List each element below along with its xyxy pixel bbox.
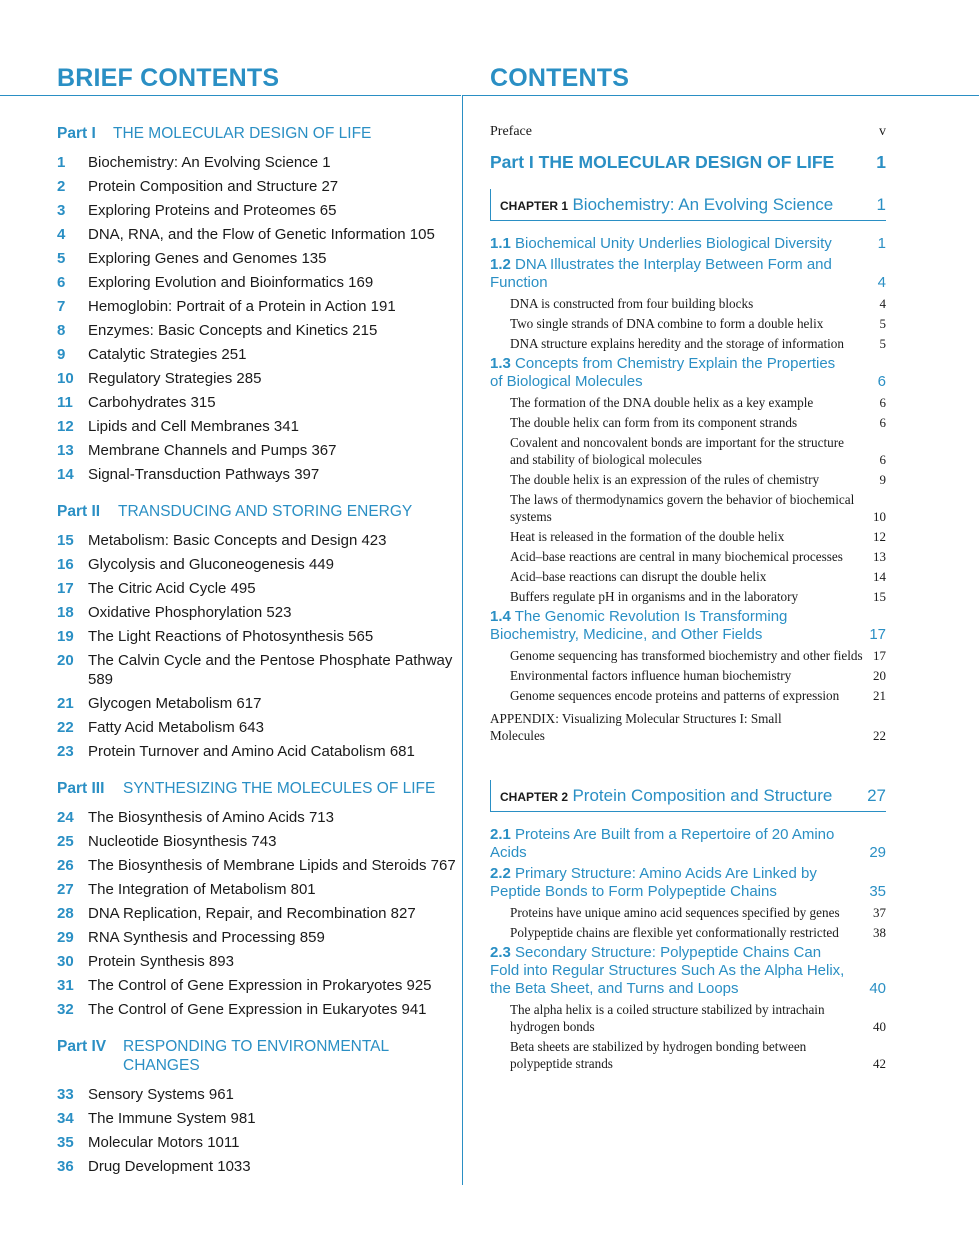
- contents-heading: CONTENTS: [490, 64, 630, 92]
- brief-chapter-entry[interactable]: [57, 880, 457, 899]
- brief-chapter-number: 8: [57, 322, 66, 339]
- brief-chapter-title: Sensory Systems 961: [88, 1086, 234, 1103]
- subsection-title: The formation of the DNA double helix as a key example: [510, 395, 814, 410]
- brief-chapter-title: The Immune System 981: [88, 1110, 256, 1127]
- brief-chapter-title: Protein Composition and Structure 27: [88, 178, 339, 195]
- brief-chapter-title: Membrane Channels and Pumps 367: [88, 442, 337, 459]
- section-title: DNA Illustrates the Interplay Between Form and Function: [490, 256, 832, 291]
- brief-chapter-entry[interactable]: [57, 177, 457, 196]
- brief-chapter-entry[interactable]: [57, 952, 457, 971]
- subsection-title: Environmental factors influence human biochemistry: [510, 668, 792, 683]
- section-heading: [490, 826, 850, 862]
- brief-chapter-number: 4: [57, 226, 66, 243]
- brief-chapter-number: 30: [57, 953, 74, 970]
- subsection-title: Polypeptide chains are flexible yet conformationally restricted: [510, 925, 839, 940]
- brief-chapter-entry[interactable]: [57, 1000, 457, 1019]
- brief-contents-list: [57, 124, 457, 1181]
- brief-chapter-number: 16: [57, 556, 74, 573]
- section-entry[interactable]: [490, 355, 886, 391]
- section-heading: [490, 256, 850, 292]
- subsection-entry[interactable]: [490, 588, 886, 605]
- brief-chapter-entry[interactable]: [57, 856, 457, 875]
- appendix-title: APPENDIX: Visualizing Molecular Structures I: Small Molecules: [490, 711, 782, 743]
- brief-chapter-entry[interactable]: [57, 651, 457, 689]
- chapter-heading-label: [500, 786, 832, 806]
- chapter-2-heading[interactable]: [490, 780, 886, 812]
- brief-chapter-entry[interactable]: [57, 465, 457, 484]
- section-title: Proteins Are Built from a Repertoire of 20 Amino Acids: [490, 826, 835, 861]
- brief-chapter-entry[interactable]: [57, 153, 457, 172]
- brief-chapter-title: Glycogen Metabolism 617: [88, 695, 262, 712]
- brief-chapter-number: 7: [57, 298, 66, 315]
- contents-part-heading: [490, 152, 886, 173]
- brief-chapter-title: Nucleotide Biosynthesis 743: [88, 833, 277, 850]
- brief-chapter-number: 36: [57, 1158, 74, 1175]
- subsection-entry[interactable]: [490, 687, 886, 704]
- chapter-title: Protein Composition and Structure: [572, 786, 833, 805]
- brief-chapter-entry[interactable]: [57, 345, 457, 364]
- brief-chapter-entry[interactable]: [57, 579, 457, 598]
- right-heading-rule: [463, 95, 979, 96]
- brief-part-title: SYNTHESIZING THE MOLECULES OF LIFE: [123, 780, 436, 797]
- subsection-title: The double helix can form from its component strands: [510, 415, 798, 430]
- brief-chapter-entry[interactable]: [57, 694, 457, 713]
- section-heading: [490, 608, 850, 644]
- brief-chapter-entry[interactable]: [57, 1109, 457, 1128]
- section-page: 1: [877, 235, 886, 252]
- brief-chapter-title: Enzymes: Basic Concepts and Kinetics 215: [88, 322, 378, 339]
- section-title: Concepts from Chemistry Explain the Properties of Biological Molecules: [490, 355, 836, 390]
- brief-chapter-title: The Integration of Metabolism 801: [88, 881, 316, 898]
- subsection-title: Acid–base reactions are central in many biochemical processes: [510, 549, 843, 564]
- subsection-title: The alpha helix is a coiled structure stabilized by intrachain hydrogen bonds: [510, 1002, 825, 1034]
- section-page: 6: [877, 373, 886, 390]
- contents-part-label: [490, 152, 834, 173]
- subsection-entry[interactable]: [490, 295, 886, 312]
- brief-chapter-number: 10: [57, 370, 74, 387]
- brief-chapter-title: Carbohydrates 315: [88, 394, 216, 411]
- brief-chapter-number: 18: [57, 604, 74, 621]
- part-gap: [57, 489, 457, 502]
- brief-part-heading: [57, 124, 457, 143]
- section-heading: [490, 865, 850, 901]
- subsection-title: DNA structure explains heredity and the storage of information: [510, 336, 844, 351]
- subsection-entry[interactable]: [490, 667, 886, 684]
- subsection-entry[interactable]: [490, 904, 886, 921]
- section-heading: [490, 355, 850, 391]
- brief-chapter-entry[interactable]: [57, 742, 457, 761]
- brief-chapter-title: Protein Turnover and Amino Acid Catabolism 681: [88, 743, 415, 760]
- section-entry[interactable]: [490, 235, 886, 253]
- brief-chapter-entry[interactable]: [57, 904, 457, 923]
- brief-chapter-entry[interactable]: [57, 393, 457, 412]
- subsection-page: 5: [879, 316, 886, 331]
- appendix-page: 22: [873, 728, 886, 743]
- brief-chapter-entry[interactable]: [57, 1133, 457, 1152]
- section-number: 1.1: [490, 235, 511, 252]
- part-gap: [57, 1024, 457, 1037]
- subsection-entry[interactable]: [490, 414, 886, 431]
- chapter-spacer: [490, 744, 886, 780]
- subsection-page: 12: [873, 529, 886, 544]
- section-number: 2.3: [490, 944, 511, 961]
- brief-chapter-title: The Citric Acid Cycle 495: [88, 580, 256, 597]
- chapter-page: 27: [867, 786, 886, 805]
- section-number: 2.1: [490, 826, 511, 843]
- subsection-page: 17: [873, 648, 886, 663]
- brief-chapter-number: 19: [57, 628, 74, 645]
- section-heading: [490, 235, 832, 253]
- brief-chapter-entry[interactable]: [57, 273, 457, 292]
- section-entry[interactable]: [490, 826, 886, 862]
- brief-chapter-number: 15: [57, 532, 74, 549]
- brief-chapter-title: Regulatory Strategies 285: [88, 370, 262, 387]
- chapter-1-heading[interactable]: [490, 189, 886, 221]
- section-title: Biochemical Unity Underlies Biological Diversity: [515, 235, 832, 252]
- brief-chapter-entry[interactable]: [57, 555, 457, 574]
- brief-chapter-number: 24: [57, 809, 74, 826]
- brief-chapter-title: The Biosynthesis of Amino Acids 713: [88, 809, 334, 826]
- left-heading-rule: [0, 95, 461, 96]
- brief-chapter-title: The Control of Gene Expression in Eukaryotes 941: [88, 1001, 427, 1018]
- brief-chapter-number: 1: [57, 154, 66, 171]
- part-gap: [57, 766, 457, 779]
- subsection-page: 38: [873, 925, 886, 940]
- brief-chapter-number: 17: [57, 580, 74, 597]
- subsection-page: 6: [879, 452, 886, 467]
- brief-chapter-entry[interactable]: [57, 832, 457, 851]
- brief-chapter-entry[interactable]: [57, 417, 457, 436]
- subsection-title: Buffers regulate pH in organisms and in the laboratory: [510, 589, 799, 604]
- brief-chapter-number: 35: [57, 1134, 74, 1151]
- subsection-entry[interactable]: [490, 548, 886, 565]
- brief-part-number: Part IV: [57, 1038, 107, 1055]
- brief-chapter-title: The Light Reactions of Photosynthesis 565: [88, 628, 374, 645]
- subsection-page: 13: [873, 549, 886, 564]
- brief-chapter-entry[interactable]: [57, 225, 457, 244]
- subsection-title: Covalent and noncovalent bonds are important for the structure and stability of biological molecules: [510, 435, 844, 467]
- brief-chapter-title: Biochemistry: An Evolving Science 1: [88, 154, 331, 171]
- preface-entry[interactable]: [490, 124, 886, 140]
- subsection-entry[interactable]: [490, 924, 886, 941]
- brief-chapter-number: 12: [57, 418, 74, 435]
- subsection-page: 20: [873, 668, 886, 683]
- brief-chapter-entry[interactable]: [57, 531, 457, 550]
- subsection-page: 6: [879, 415, 886, 430]
- brief-chapter-number: 5: [57, 250, 66, 267]
- brief-chapter-title: Signal-Transduction Pathways 397: [88, 466, 320, 483]
- brief-chapter-number: 20: [57, 652, 74, 669]
- subsection-entry[interactable]: [490, 1038, 886, 1072]
- brief-chapter-title: Protein Synthesis 893: [88, 953, 234, 970]
- subsection-page: 10: [873, 509, 886, 524]
- subsection-entry[interactable]: [490, 568, 886, 585]
- brief-chapter-number: 32: [57, 1001, 74, 1018]
- contents-part-number: Part I: [490, 152, 534, 172]
- section-page: 4: [877, 274, 886, 291]
- brief-chapter-number: 33: [57, 1086, 74, 1103]
- section-number: 1.4: [490, 608, 511, 625]
- brief-chapter-title: DNA Replication, Repair, and Recombination 827: [88, 905, 416, 922]
- subsection-entry[interactable]: [490, 335, 886, 352]
- brief-chapter-title: The Control of Gene Expression in Prokaryotes 925: [88, 977, 432, 994]
- brief-chapter-number: 6: [57, 274, 66, 291]
- subsection-title: Two single strands of DNA combine to form a double helix: [510, 316, 824, 331]
- subsection-entry[interactable]: [490, 647, 886, 664]
- section-title: Secondary Structure: Polypeptide Chains Can Fold into Regular Structures Such As the Alpha Helix, the Beta Sheet, and Turns and Loops: [490, 944, 845, 997]
- brief-chapter-entry[interactable]: [57, 718, 457, 737]
- subsection-title: Genome sequencing has transformed biochemistry and other fields: [510, 648, 863, 663]
- contents-part-page: 1: [876, 152, 886, 172]
- contents-list: [490, 124, 886, 1075]
- brief-part-number: Part III: [57, 780, 105, 797]
- brief-part-title: RESPONDING TO ENVIRONMENTAL CHANGES: [123, 1038, 389, 1074]
- brief-part-heading: [57, 779, 457, 798]
- subsection-page: 37: [873, 905, 886, 920]
- subsection-title: Proteins have unique amino acid sequences specified by genes: [510, 905, 840, 920]
- section-page: 29: [869, 844, 886, 861]
- brief-chapter-number: 23: [57, 743, 74, 760]
- brief-chapter-title: Hemoglobin: Portrait of a Protein in Action 191: [88, 298, 396, 315]
- section-number: 2.2: [490, 865, 511, 882]
- subsection-page: 40: [873, 1019, 886, 1034]
- section-page: 35: [869, 883, 886, 900]
- brief-part-title: TRANSDUCING AND STORING ENERGY: [118, 503, 413, 520]
- brief-chapter-entry[interactable]: [57, 1085, 457, 1104]
- brief-chapter-title: Metabolism: Basic Concepts and Design 423: [88, 532, 387, 549]
- brief-chapter-title: The Biosynthesis of Membrane Lipids and Steroids 767: [88, 857, 456, 874]
- brief-chapter-number: 29: [57, 929, 74, 946]
- chapter-heading-label: [500, 195, 833, 215]
- subsection-entry[interactable]: [490, 434, 886, 468]
- section-heading: [490, 944, 850, 998]
- subsection-title: The double helix is an expression of the rules of chemistry: [510, 472, 820, 487]
- section-title: The Genomic Revolution Is Transforming Biochemistry, Medicine, and Other Fields: [490, 608, 788, 643]
- brief-chapter-number: 27: [57, 881, 74, 898]
- brief-chapter-entry[interactable]: [57, 976, 457, 995]
- brief-chapter-title: Exploring Evolution and Bioinformatics 169: [88, 274, 374, 291]
- subsection-entry[interactable]: [490, 1001, 886, 1035]
- brief-chapter-number: 25: [57, 833, 74, 850]
- subsection-title: Genome sequences encode proteins and patterns of expression: [510, 688, 840, 703]
- section-entry[interactable]: [490, 865, 886, 901]
- section-title: Primary Structure: Amino Acids Are Linked by Peptide Bonds to Form Polypeptide Chains: [490, 865, 817, 900]
- subsection-title: DNA is constructed from four building blocks: [510, 296, 754, 311]
- brief-chapter-entry[interactable]: [57, 1157, 457, 1176]
- section-page: 40: [869, 980, 886, 997]
- section-number: 1.3: [490, 355, 511, 372]
- brief-chapter-title: Oxidative Phosphorylation 523: [88, 604, 292, 621]
- brief-part-heading: [57, 502, 457, 521]
- brief-chapter-title: Exploring Genes and Genomes 135: [88, 250, 327, 267]
- appendix-entry[interactable]: [490, 710, 886, 744]
- brief-chapter-title: Molecular Motors 1011: [88, 1134, 240, 1151]
- chapter-title: Biochemistry: An Evolving Science: [572, 195, 834, 214]
- chapter-page: 1: [876, 195, 886, 214]
- chapter-label: CHAPTER 2: [500, 790, 569, 804]
- brief-chapter-number: 34: [57, 1110, 74, 1127]
- brief-chapter-title: The Calvin Cycle and the Pentose Phosphate Pathway 589: [88, 652, 453, 688]
- subsection-title: Acid–base reactions can disrupt the double helix: [510, 569, 767, 584]
- brief-part-heading: [57, 1037, 457, 1075]
- brief-chapter-entry[interactable]: [57, 603, 457, 622]
- brief-chapter-number: 28: [57, 905, 74, 922]
- brief-part-title: THE MOLECULAR DESIGN OF LIFE: [113, 125, 372, 142]
- brief-chapter-number: 13: [57, 442, 74, 459]
- brief-chapter-title: Exploring Proteins and Proteomes 65: [88, 202, 337, 219]
- subsection-page: 4: [879, 296, 886, 311]
- brief-chapter-number: 9: [57, 346, 66, 363]
- section-number: 1.2: [490, 256, 511, 273]
- section-entry[interactable]: [490, 608, 886, 644]
- brief-chapter-number: 2: [57, 178, 66, 195]
- subsection-page: 15: [873, 589, 886, 604]
- brief-chapter-number: 21: [57, 695, 74, 712]
- brief-chapter-title: Lipids and Cell Membranes 341: [88, 418, 299, 435]
- subsection-page: 21: [873, 688, 886, 703]
- section-entry[interactable]: [490, 944, 886, 998]
- chapter-label: CHAPTER 1: [500, 199, 569, 213]
- brief-chapter-entry[interactable]: [57, 249, 457, 268]
- brief-chapter-title: Fatty Acid Metabolism 643: [88, 719, 264, 736]
- subsection-page: 9: [879, 472, 886, 487]
- subsection-page: 42: [873, 1056, 886, 1071]
- subsection-entry[interactable]: [490, 528, 886, 545]
- contents-part-title: THE MOLECULAR DESIGN OF LIFE: [538, 152, 835, 172]
- brief-chapter-entry[interactable]: [57, 369, 457, 388]
- brief-chapter-entry[interactable]: [57, 201, 457, 220]
- brief-chapter-entry[interactable]: [57, 928, 457, 947]
- column-divider: [462, 95, 463, 1185]
- subsection-entry[interactable]: [490, 394, 886, 411]
- brief-chapter-entry[interactable]: [57, 297, 457, 316]
- brief-part-number: Part II: [57, 503, 101, 520]
- brief-part-number: Part I: [57, 125, 96, 142]
- subsection-page: 14: [873, 569, 886, 584]
- subsection-title: Beta sheets are stabilized by hydrogen bonding between polypeptide strands: [510, 1039, 807, 1071]
- section-page: 17: [869, 626, 886, 643]
- brief-chapter-title: RNA Synthesis and Processing 859: [88, 929, 325, 946]
- brief-chapter-entry[interactable]: [57, 808, 457, 827]
- subsection-page: 6: [879, 395, 886, 410]
- subsection-entry[interactable]: [490, 315, 886, 332]
- brief-chapter-entry[interactable]: [57, 321, 457, 340]
- subsection-title: The laws of thermodynamics govern the behavior of biochemical systems: [510, 492, 855, 524]
- brief-chapter-number: 22: [57, 719, 74, 736]
- brief-chapter-title: Drug Development 1033: [88, 1158, 251, 1175]
- brief-chapter-number: 3: [57, 202, 66, 219]
- subsection-entry[interactable]: [490, 471, 886, 488]
- brief-chapter-number: 26: [57, 857, 74, 874]
- brief-chapter-title: DNA, RNA, and the Flow of Genetic Information 105: [88, 226, 435, 243]
- preface-label: Preface: [490, 124, 532, 139]
- subsection-entry[interactable]: [490, 491, 886, 525]
- brief-chapter-entry[interactable]: [57, 441, 457, 460]
- brief-chapter-title: Catalytic Strategies 251: [88, 346, 247, 363]
- preface-page: v: [879, 124, 886, 139]
- brief-chapter-number: 14: [57, 466, 74, 483]
- brief-chapter-title: Glycolysis and Gluconeogenesis 449: [88, 556, 334, 573]
- brief-chapter-number: 31: [57, 977, 74, 994]
- subsection-page: 5: [879, 336, 886, 351]
- brief-contents-heading: BRIEF CONTENTS: [57, 64, 280, 92]
- subsection-title: Heat is released in the formation of the double helix: [510, 529, 785, 544]
- brief-chapter-entry[interactable]: [57, 627, 457, 646]
- section-entry[interactable]: [490, 256, 886, 292]
- brief-chapter-number: 11: [57, 394, 73, 411]
